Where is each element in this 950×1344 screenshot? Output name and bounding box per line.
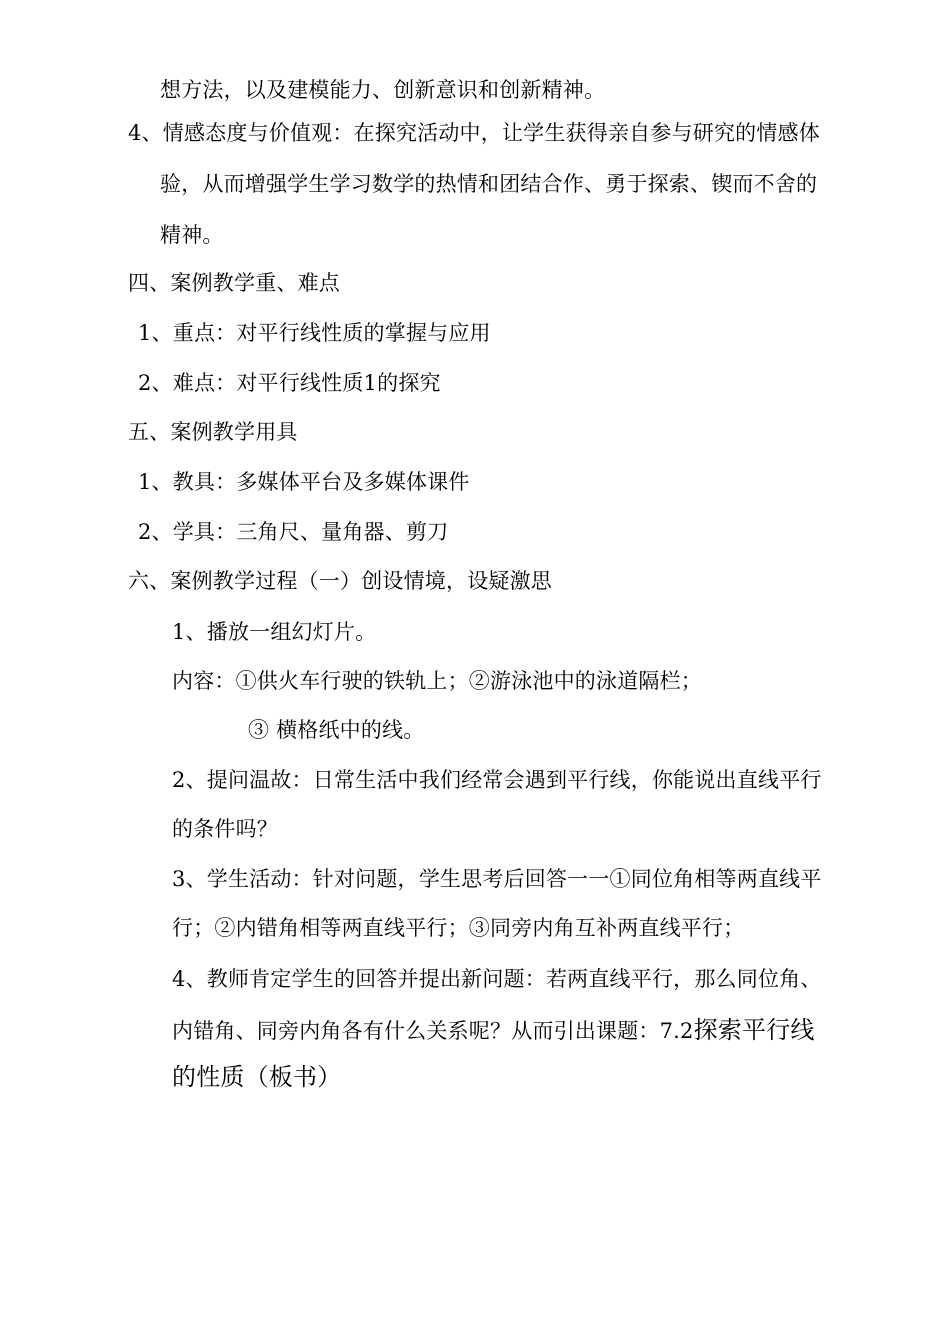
section-heading: 六、案例教学过程（一）创设情境，设疑激思 [128,569,552,593]
text-line: 验，从而增强学生学习数学的热情和团结合作、勇于探索、锲而不舍的 [160,172,818,196]
text-line [172,1015,815,1045]
section-heading: 五、案例教学用具 [128,420,298,444]
text-line: 的性质（板书） [172,1063,342,1091]
text-line: ③ 横格纸中的线。 [248,718,425,742]
text-line: 1、重点：对平行线性质的掌握与应用 [138,321,491,345]
section-heading: 四、案例教学重、难点 [128,271,340,295]
text-line: 1、播放一组幻灯片。 [172,620,377,644]
text-line: 内容：①供火车行驶的铁轨上；②游泳池中的泳道隔栏； [172,669,702,693]
text-line: 精神。 [160,223,224,247]
lesson-title-segment: 探索平行线 [693,1016,815,1044]
text-line: 2、提问温故：日常生活中我们经常会遇到平行线，你能说出直线平行 [172,768,822,792]
text-line: 想方法，以及建模能力、创新意识和创新精神。 [160,78,606,102]
text-line: 3、学生活动：针对问题，学生思考后回答一一①同位角相等两直线平 [172,867,822,891]
text-segment: 内错角、同旁内角各有什么关系呢？从而引出课题：7.2 [172,1019,694,1043]
text-line: 1、教具：多媒体平台及多媒体课件 [138,470,470,494]
text-line: 行；②内错角相等两直线平行；③同旁内角互补两直线平行； [172,916,745,940]
text-line: 2、学具：三角尺、量角器、剪刀 [138,520,449,544]
text-line: 4、情感态度与价值观：在探究活动中，让学生获得亲自参与研究的情感体 [128,121,820,145]
text-line: 的条件吗？ [172,817,278,841]
text-line: 2、难点：对平行线性质1的探究 [138,371,441,395]
text-line: 4、教师肯定学生的回答并提出新问题：若两直线平行，那么同位角、 [172,967,822,991]
